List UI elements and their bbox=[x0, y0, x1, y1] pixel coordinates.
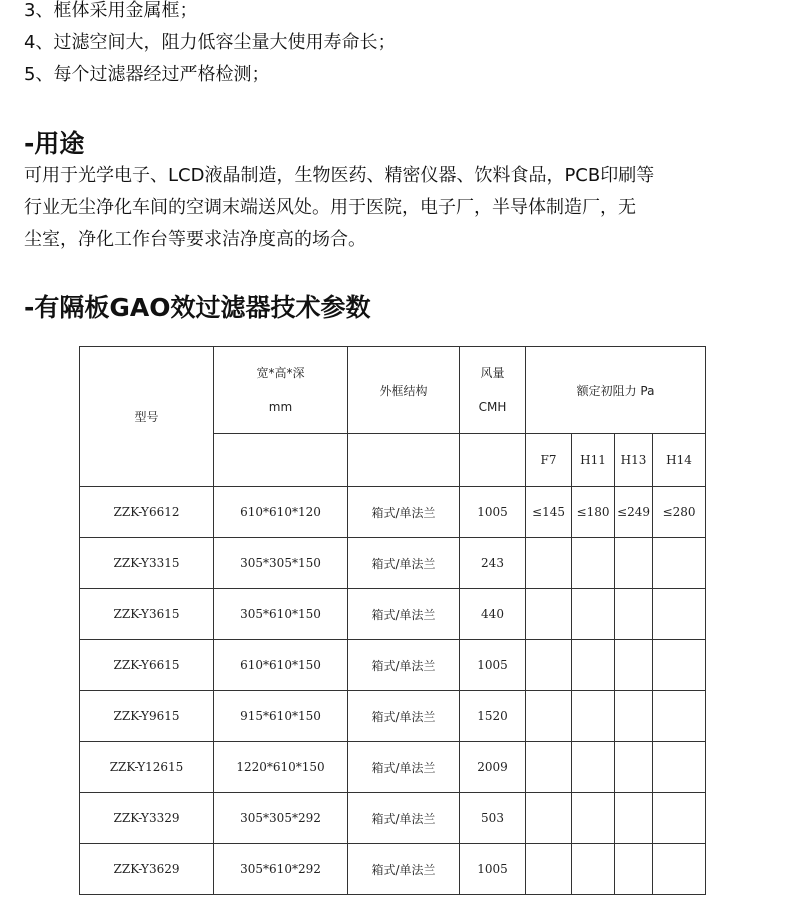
cell-res-f7 bbox=[526, 742, 572, 793]
table-row bbox=[80, 487, 706, 538]
table-row bbox=[80, 691, 706, 742]
cell-model: ZZK-Y12615 bbox=[80, 742, 214, 793]
cell-size: 1220*610*150 bbox=[214, 742, 348, 793]
cell-frame: 箱式/单法兰 bbox=[348, 487, 460, 538]
cell-res-f7 bbox=[526, 793, 572, 844]
cell-res-h13 bbox=[615, 640, 653, 691]
feature-3: 3、框体采用金属框； bbox=[24, 0, 198, 21]
feature-5: 5、每个过滤器经过严格检测； bbox=[24, 64, 270, 85]
spec-header-row bbox=[80, 347, 706, 434]
cell-res-h11: ≤180 bbox=[572, 487, 615, 538]
cell-res-h11 bbox=[572, 640, 615, 691]
cell-model: ZZK-Y3629 bbox=[80, 844, 214, 895]
usage-heading: -用途 bbox=[24, 129, 85, 158]
cell-res-h13 bbox=[615, 844, 653, 895]
cell-res-h13 bbox=[615, 538, 653, 589]
cell-model: ZZK-Y6615 bbox=[80, 640, 214, 691]
spec-heading: -有隔板GAO效过滤器技术参数 bbox=[24, 293, 371, 322]
cell-size: 305*610*150 bbox=[214, 589, 348, 640]
cell-model: ZZK-Y3315 bbox=[80, 538, 214, 589]
cell-frame: 箱式/单法兰 bbox=[348, 691, 460, 742]
cell-flow: 1005 bbox=[460, 640, 526, 691]
cell-flow: 1005 bbox=[460, 487, 526, 538]
cell-size: 305*610*292 bbox=[214, 844, 348, 895]
table-row bbox=[80, 793, 706, 844]
cell-flow: 2009 bbox=[460, 742, 526, 793]
cell-frame: 箱式/单法兰 bbox=[348, 589, 460, 640]
header-size bbox=[214, 347, 348, 434]
cell-res-h14 bbox=[653, 742, 706, 793]
header-flow-line2: CMH bbox=[478, 400, 507, 414]
cell-frame: 箱式/单法兰 bbox=[348, 640, 460, 691]
cell-frame: 箱式/单法兰 bbox=[348, 844, 460, 895]
cell-res-h14 bbox=[653, 844, 706, 895]
cell-res-h14 bbox=[653, 589, 706, 640]
cell-frame: 箱式/单法兰 bbox=[348, 742, 460, 793]
feature-4: 4、过滤空间大，阻力低容尘量大使用寿命长； bbox=[24, 32, 396, 53]
cell-size: 915*610*150 bbox=[214, 691, 348, 742]
cell-flow: 1520 bbox=[460, 691, 526, 742]
header-model: 型号 bbox=[80, 347, 214, 487]
cell-size: 610*610*150 bbox=[214, 640, 348, 691]
cell-res-h11 bbox=[572, 589, 615, 640]
grade-flow-blank bbox=[460, 434, 526, 487]
cell-flow: 243 bbox=[460, 538, 526, 589]
cell-res-h11 bbox=[572, 538, 615, 589]
grade-h13: H13 bbox=[615, 434, 653, 487]
cell-res-h13 bbox=[615, 793, 653, 844]
usage-line-3: 尘室，净化工作台等要求洁净度高的场合。 bbox=[24, 229, 366, 250]
table-row bbox=[80, 844, 706, 895]
cell-res-h14 bbox=[653, 691, 706, 742]
usage-line-1: 可用于光学电子、LCD液晶制造，生物医药、精密仪器、饮料食品，PCB印刷等 bbox=[24, 165, 655, 186]
grade-frame-blank bbox=[348, 434, 460, 487]
table-row bbox=[80, 640, 706, 691]
usage-line-2: 行业无尘净化车间的空调末端送风处。用于医院，电子厂，半导体制造厂，无 bbox=[24, 197, 636, 218]
cell-res-h11 bbox=[572, 844, 615, 895]
cell-res-h11 bbox=[572, 742, 615, 793]
cell-res-f7 bbox=[526, 589, 572, 640]
grade-f7: F7 bbox=[526, 434, 572, 487]
spec-table bbox=[79, 346, 706, 895]
header-flow-line1: 风量 bbox=[480, 366, 505, 380]
cell-res-f7 bbox=[526, 640, 572, 691]
cell-flow: 503 bbox=[460, 793, 526, 844]
grade-size-blank bbox=[214, 434, 348, 487]
cell-frame: 箱式/单法兰 bbox=[348, 793, 460, 844]
grade-h14: H14 bbox=[653, 434, 706, 487]
grade-h11: H11 bbox=[572, 434, 615, 487]
cell-model: ZZK-Y3615 bbox=[80, 589, 214, 640]
header-size-line2: mm bbox=[268, 400, 293, 414]
header-flow bbox=[460, 347, 526, 434]
table-row bbox=[80, 742, 706, 793]
cell-res-f7: ≤145 bbox=[526, 487, 572, 538]
cell-res-f7 bbox=[526, 538, 572, 589]
usage-paragraph bbox=[24, 160, 769, 256]
cell-res-h14 bbox=[653, 538, 706, 589]
table-row bbox=[80, 538, 706, 589]
cell-flow: 440 bbox=[460, 589, 526, 640]
cell-res-h14 bbox=[653, 640, 706, 691]
header-frame: 外框结构 bbox=[348, 347, 460, 434]
header-size-line1: 宽*高*深 bbox=[256, 366, 305, 380]
cell-size: 305*305*150 bbox=[214, 538, 348, 589]
table-row bbox=[80, 589, 706, 640]
cell-frame: 箱式/单法兰 bbox=[348, 538, 460, 589]
spec-body bbox=[80, 487, 706, 895]
cell-res-h13 bbox=[615, 742, 653, 793]
cell-model: ZZK-Y9615 bbox=[80, 691, 214, 742]
cell-res-h11 bbox=[572, 793, 615, 844]
cell-res-h14 bbox=[653, 793, 706, 844]
cell-res-h14: ≤280 bbox=[653, 487, 706, 538]
cell-size: 610*610*120 bbox=[214, 487, 348, 538]
cell-res-h11 bbox=[572, 691, 615, 742]
cell-model: ZZK-Y6612 bbox=[80, 487, 214, 538]
cell-model: ZZK-Y3329 bbox=[80, 793, 214, 844]
cell-size: 305*305*292 bbox=[214, 793, 348, 844]
cell-res-h13 bbox=[615, 589, 653, 640]
header-resistance: 额定初阻力 Pa bbox=[526, 347, 706, 434]
cell-res-h13 bbox=[615, 691, 653, 742]
cell-res-h13: ≤249 bbox=[615, 487, 653, 538]
cell-flow: 1005 bbox=[460, 844, 526, 895]
cell-res-f7 bbox=[526, 844, 572, 895]
cell-res-f7 bbox=[526, 691, 572, 742]
